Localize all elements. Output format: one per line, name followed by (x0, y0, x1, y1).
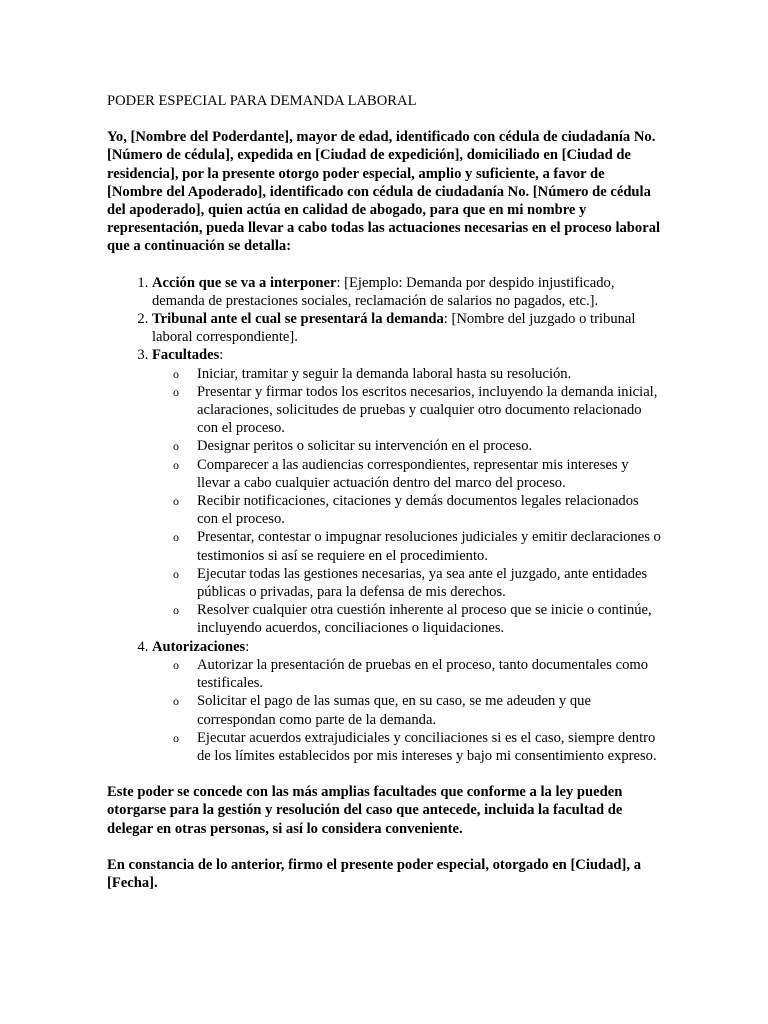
item-label: Autorizaciones (152, 638, 246, 655)
bullet-icon: o (173, 694, 179, 709)
bullet-icon: o (173, 657, 179, 672)
signature-statement: En constancia de lo anterior, firmo el presente poder especial, otorgado en [Ciudad], a [Fecha]. (107, 856, 641, 891)
item-label: Tribunal ante el cual se presentará la demanda (152, 311, 444, 328)
main-list (107, 274, 662, 765)
facultades-sublist (152, 365, 662, 638)
sublist-item: o Recibir notificaciones, citaciones y demás documentos legales relacionados con el proceso. (173, 493, 639, 528)
sublist-item: o Comparecer a las audiencias correspondientes, representar mis intereses y llevar a cabo cualquier actuación dentro del marco del proceso. (173, 456, 629, 491)
sublist-item: o Autorizar la presentación de pruebas en el proceso, tanto documentales como testificales. (173, 656, 649, 692)
item-text: : (245, 638, 250, 655)
closing-paragraph: Este poder se concede con las más amplias facultades que conforme a la ley pueden otorgarse para la gestión y resolución del caso que antecede, incluida la facultad de delegar en otras personas, si así lo considera conveniente. (107, 784, 623, 837)
sublist-item: o Presentar y firmar todos los escritos necesarios, incluyendo la demanda inicial, aclaraciones, solicitudes de pruebas y cualquier otro documento relacionado con el proceso. (173, 383, 658, 437)
sublist-item: o Presentar, contestar o impugnar resoluciones judiciales y emitir declaraciones o testimonios si así se requiere en el procedimiento. (173, 529, 661, 564)
sublist-item: o Ejecutar acuerdos extrajudiciales y conciliaciones si es el caso, siempre dentro de los límites establecidos por mis intereses y bajo mi consentimiento expreso. (173, 729, 657, 764)
document-title: PODER ESPECIAL PARA DEMANDA LABORAL (107, 93, 417, 109)
bullet-icon: o (173, 366, 179, 381)
list-item-autorizaciones (152, 638, 662, 765)
bullet-icon: o (173, 457, 179, 472)
intro-paragraph: Yo, [Nombre del Poderdante], mayor de edad, identificado con cédula de ciudadanía No. [Número de cédula], expedida en [Ciudad de expedición], domiciliado en [Ciudad de residencia], por la presente otorgo poder especial, amplio y suficiente, a favor de [Nombre del Apoderado], identificado con cédula de ciudadanía No. [Número de cédula del apoderado], quien actúa en calidad de abogado, para que en mi nombre y representación, pueda llevar a cabo todas las actuaciones necesarias en el proceso laboral que a continuación se detalla: (107, 129, 661, 255)
bullet-icon: o (173, 566, 179, 581)
bullet-icon: o (173, 494, 179, 509)
item-label: Facultades (152, 347, 220, 364)
autorizaciones-sublist (152, 656, 662, 765)
item-text: : (219, 347, 224, 364)
sublist-item: o Iniciar, tramitar y seguir la demanda laboral hasta su resolución. (173, 365, 572, 382)
list-item-facultades (152, 346, 662, 637)
bullet-icon: o (173, 730, 179, 745)
list-item-tribunal (152, 310, 662, 346)
bullet-icon: o (173, 603, 179, 618)
bullet-icon: o (173, 530, 179, 545)
bullet-icon: o (173, 384, 179, 399)
list-item-accion (152, 274, 662, 310)
item-text: : [Ejemplo: Demanda por despido injustificado, demanda de prestaciones sociales, reclamación de salarios no pagados, etc.]. (152, 274, 615, 309)
sublist-item: o Designar peritos o solicitar su intervención en el proceso. (173, 438, 533, 455)
sublist-item: o Resolver cualquier otra cuestión inherente al proceso que se inicie o continúe, incluyendo acuerdos, conciliaciones o liquidaciones. (173, 602, 652, 637)
item-label: Acción que se va a interponer (152, 274, 337, 291)
bullet-icon: o (173, 439, 179, 454)
document-page (107, 92, 662, 910)
item-text: : [Nombre del juzgado o tribunal laboral correspondiente]. (152, 311, 636, 346)
sublist-item: o Solicitar el pago de las sumas que, en su caso, se me adeuden y que correspondan como parte de la demanda. (173, 693, 591, 728)
sublist-item: o Ejecutar todas las gestiones necesarias, ya sea ante el juzgado, ante entidades públicas o privadas, para la defensa de mis derechos. (173, 565, 648, 601)
